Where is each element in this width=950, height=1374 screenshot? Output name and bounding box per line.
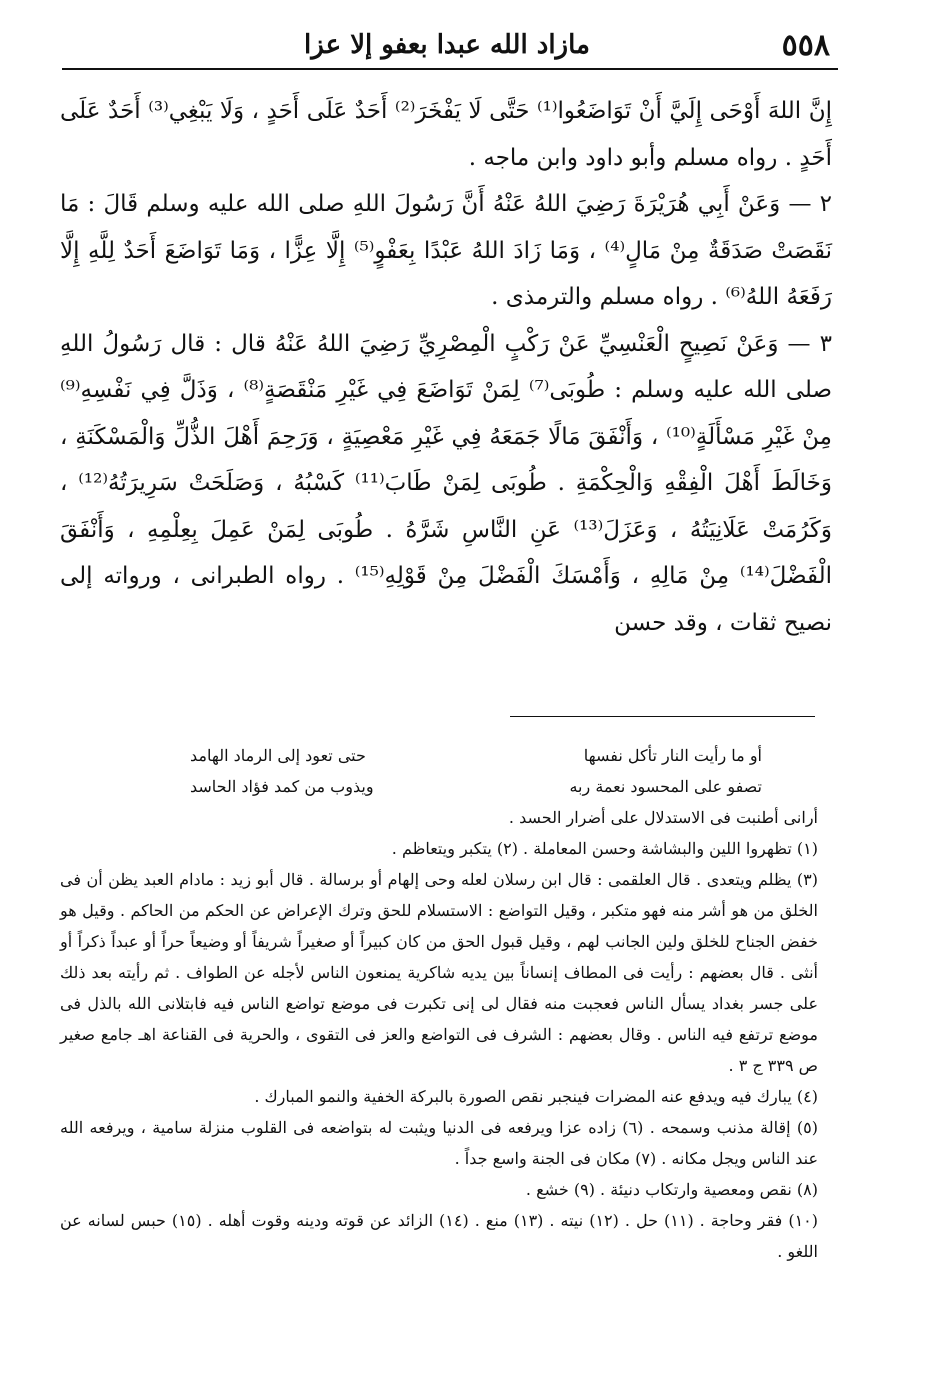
poem-verse [60,771,818,802]
hadith-paragraph: إِنَّ اللهَ أَوْحَى إِلَيَّ أَنْ تَوَاضَعُوا⁽¹⁾ حَتَّى لَا يَفْخَرَ⁽²⁾ أَحَدٌ عَلَى أَحَدٍ ، وَلَا يَبْغِي⁽³⁾ أَحَدٌ عَلَى أَحَدٍ . رواه مسلم وأبو داود وابن ماجه . [60,98,832,171]
page-header [64,28,830,70]
footnotes [60,740,818,1267]
footnote: (١) تظهروا اللين والبشاشة وحسن المعاملة . (٢) يتكبر ويتعاظم . [391,839,818,858]
verse-first-hemistich: تصفو على المحسود نعمة ربه [569,777,762,796]
verse-second-hemistich: حتى تعود إلى الرماد الهامد [190,746,366,765]
footnote: أرانى أطنبت فى الاستدلال على أضرار الحسد . [508,808,818,827]
verse-first-hemistich: أو ما رأيت النار تأكل نفسها [583,746,762,765]
footnote: (١٠) فقر وحاجة . (١١) حل . (١٢) نيته . (١٣) منع . (١٤) الزائد عن قوته ودينه وقوت أهله . (١٥) حبس لسانه عن اللغو . [60,1211,819,1261]
header-rule [62,68,838,70]
hadith-text [60,88,832,646]
hadith-paragraph: ٢ — وَعَنْ أَبِي هُرَيْرَةَ رَضِيَ اللهُ عَنْهُ أَنَّ رَسُولَ اللهِ صلى الله عليه وسلم قَالَ : مَا نَقَصَتْ صَدَقَةٌ مِنْ مَالٍ⁽⁴⁾ ، وَمَا زَادَ اللهُ عَبْدًا بِعَفْوٍ⁽⁵⁾ إِلَّا عِزًّا ، وَمَا تَوَاضَعَ أَحَدٌ لِلَّهِ إِلَّا رَفَعَهُ اللهُ⁽⁶⁾ . رواه مسلم والترمذى . [60,191,832,310]
footnote: (٨) نقص ومعصية وارتكاب دنيئة . (٩) خشع . [525,1180,818,1199]
poem-verse [60,740,818,771]
verse-second-hemistich: ويذوب من كمد فؤاد الحاسد [190,777,374,796]
footnote: (٣) يظلم ويتعدى . قال العلقمى : قال ابن رسلان لعله وحى إلهام أو برسالة . قال أبو زيد : مادام العبد يظن أن فى الخلق من هو أشر منه فهو متكبر ، وقيل التواضع : الاستسلام للحق وترك الإعراض عن الحكم من الحاكم . وقيل هو خفض الجناح للخلق ولين الجانب لهم ، وقيل قبول الحق من كان كبيراً أو صغيراً شريفاً أو وضيعاً حراً أو عبداً ذكراً أو أنثى . قال بعضهم : رأيت فى المطاف إنساناً بين يديه شاكرية يمنعون الناس لأجله عن الطواف . ثم رأيته بعد ذلك على جسر بغداد يسأل الناس فعجبت منه فقال لى إنى تكبرت فى موضع تواضع الناس فيه فابتلانى الله بالذل فى موضع ترتفع فيه الناس . وقال بعضهم : الشرف فى التواضع والعز فى التقوى ، والحرية فى القناعة اهـ جامع صغير ص ٣٣٩ ج ٣ . [60,870,818,1075]
footnote: (٥) إقالة مذنب وسمحه . (٦) زاده عزا ويرفعه فى الدنيا ويثبت له بتواضعه فى القلوب منزلة سامية ، ويرفعه الله عند الناس ويجل مكانه . (٧) مكان فى الجنة واسع جداً . [60,1118,819,1168]
page-number: ٥٥٨ [781,28,830,63]
hadith-paragraph: ٣ — وَعَنْ نَصِيحٍ الْعَنْسِيِّ عَنْ رَكْبٍ الْمِصْرِيِّ رَضِيَ اللهُ عَنْهُ قال : قال رَسُولُ اللهِ صلى الله عليه وسلم : طُوبَى⁽⁷⁾ لِمَنْ تَوَاضَعَ فِي غَيْرِ مَنْقَصَةٍ⁽⁸⁾ ، وَذَلَّ فِي نَفْسِهِ⁽⁹⁾ مِنْ غَيْرِ مَسْأَلَةٍ⁽¹⁰⁾ ، وَأَنْفَقَ مَالًا جَمَعَهُ فِي غَيْرِ مَعْصِيَةٍ ، وَرَحِمَ أَهْلَ الذُّلِّ وَالْمَسْكَنَةِ ، وَخَالَطَ أَهْلَ الْفِقْهِ وَالْحِكْمَةِ . طُوبَى لِمَنْ طَابَ⁽¹¹⁾ كَسْبُهُ ، وَصَلَحَتْ سَرِيرَتُهُ⁽¹²⁾ ، وَكَرُمَتْ عَلَانِيَتُهُ ، وَعَزَلَ⁽¹³⁾ عَنِ النَّاسِ شَرَّهُ . طُوبَى لِمَنْ عَمِلَ بِعِلْمِهِ ، وَأَنْفَقَ الْفَضْلَ⁽¹⁴⁾ مِنْ مَالِهِ ، وَأَمْسَكَ الْفَضْلَ مِنْ قَوْلِهِ⁽¹⁵⁾ . رواه الطبرانى ، ورواته إلى نصيح ثقات ، وقد حسن [60,330,833,636]
footnote: (٤) يبارك فيه ويدفع عنه المضرات فينجبر نقص الصورة بالبركة الخفية والنمو المبارك . [254,1087,818,1106]
running-title: مازاد الله عبدا بعفو إلا عزا [304,30,590,60]
footnote-rule [510,716,815,717]
